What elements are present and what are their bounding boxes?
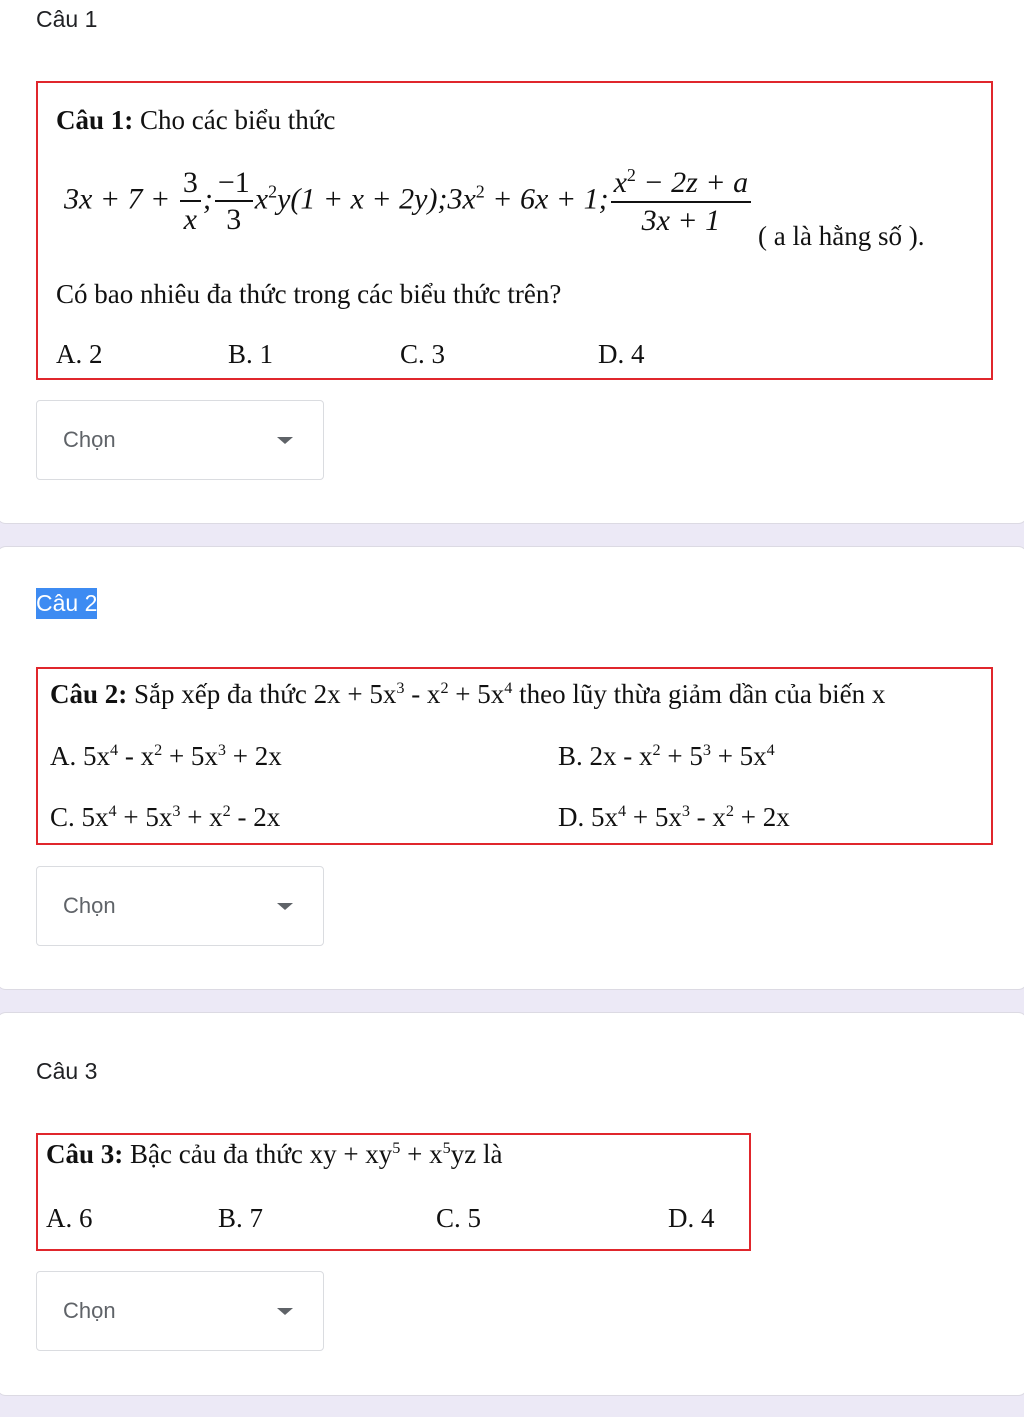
question-prompt: Câu 2: Sắp xếp đa thức $2x + 5x^3 - x^2 + 5x^4$ theo lũy thừa giảm dần của biến x	[50, 679, 886, 709]
option-d: D. $5x^4 + 5x^3 - x^2 + 2x$	[558, 802, 790, 832]
option-c: C. 5	[436, 1203, 482, 1233]
answer-dropdown[interactable]	[36, 1271, 324, 1351]
question-image-1	[36, 81, 993, 380]
option-a: A. 6	[46, 1203, 93, 1233]
chevron-down-icon	[277, 903, 293, 910]
option-d: D. 4	[668, 1203, 715, 1233]
constant-note: ( a là hằng số ).	[758, 221, 925, 251]
dropdown-placeholder: Chọn	[63, 1298, 116, 1323]
question-title: Câu 3	[36, 1058, 98, 1084]
question-prompt-text: Cho các biểu thức	[140, 105, 336, 135]
question-prompt-end: yz là	[450, 1139, 503, 1169]
option-b: B. 7	[218, 1203, 264, 1233]
chevron-down-icon	[277, 1308, 293, 1315]
question-prompt-start: Sắp xếp đa thức 2x + 5x	[134, 679, 397, 709]
question-title: Câu 1	[36, 6, 98, 32]
option-letter: B.	[558, 741, 583, 771]
question-title: Câu 2	[36, 588, 97, 619]
question-image-2	[36, 667, 993, 845]
option-a: A. $5x^4 - x^2 + 5x^3 + 2x$	[50, 741, 282, 771]
question-prompt: Câu 3: Bậc cảu đa thức xy + $xy^5 + x^5yz$ là	[46, 1139, 503, 1169]
dropdown-placeholder: Chọn	[63, 427, 116, 452]
question-label: Câu 1:	[56, 105, 134, 135]
option-b: B. 1	[228, 339, 274, 369]
option-letter: D.	[558, 802, 585, 832]
option-a: A. 2	[56, 339, 103, 369]
expression-list: 3x + 7 + $\frac{3}{x}$ ; $\frac{-1}{3}$ $x^2y(1 + x$ + $2y);3x^2 + 6x + 1$; $\frac{x^2 - 2z + a}{3x + 1}$	[64, 165, 753, 239]
option-b: B. $2x - x^2 + 5^3 + 5x^4$	[558, 741, 775, 771]
option-d: D. 4	[598, 339, 645, 369]
answer-dropdown[interactable]	[36, 866, 324, 946]
question-image-3	[36, 1133, 751, 1251]
option-c: C. 3	[400, 339, 446, 369]
question-prompt-start: Bậc cảu đa thức xy + xy	[130, 1139, 393, 1169]
question-prompt	[56, 105, 335, 136]
option-c: C. $5x^4 + 5x^3 + x^2 - 2x$	[50, 802, 281, 832]
question-label: Câu 3:	[46, 1139, 124, 1169]
dropdown-placeholder: Chọn	[63, 893, 116, 918]
option-letter: A.	[50, 741, 77, 771]
question-prompt-end: theo lũy thừa giảm dần của biến x	[519, 679, 886, 709]
chevron-down-icon	[277, 437, 293, 444]
option-letter: C.	[50, 802, 75, 832]
question-label: Câu 2:	[50, 679, 128, 709]
answer-dropdown[interactable]	[36, 400, 324, 480]
question-text: Có bao nhiêu đa thức trong các biểu thức trên?	[56, 279, 562, 309]
